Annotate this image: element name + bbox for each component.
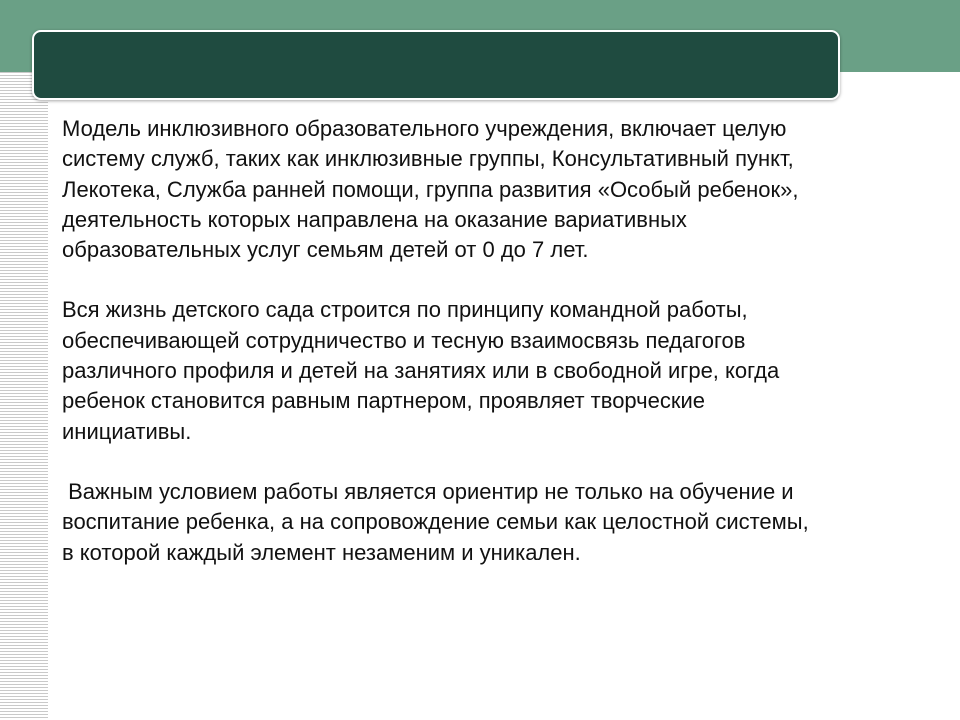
- slide-body: [62, 114, 932, 598]
- slide-title: [34, 32, 838, 60]
- paragraph-3: Важным условием работы является ориентир не только на обучение и воспитание ребенка, а на сопровождение семьи как целостной системы, в которой каждый элемент незаменим и уникален.: [62, 478, 809, 565]
- paragraph-1: Модель инклюзивного образовательного учреждения, включает целую систему служб, таких как инклюзивные группы, Консультативный пункт, Лекотека, Служба ранней помощи, группа развития «Особый ребенок», деятельность которых направлена на оказание вариативных образовательных услуг семьям детей от 0 до 7 лет.: [62, 116, 799, 263]
- left-stripe-decoration: [0, 72, 48, 720]
- title-bar: [32, 30, 840, 100]
- paragraph-2: Вся жизнь детского сада строится по принципу командной работы, обеспечивающей сотрудничество и тесную взаимосвязь педагогов различного профиля и детей на занятиях или в свободной игре, когда ребенок становится равным партнером, проявляет творческие инициативы.: [62, 297, 780, 444]
